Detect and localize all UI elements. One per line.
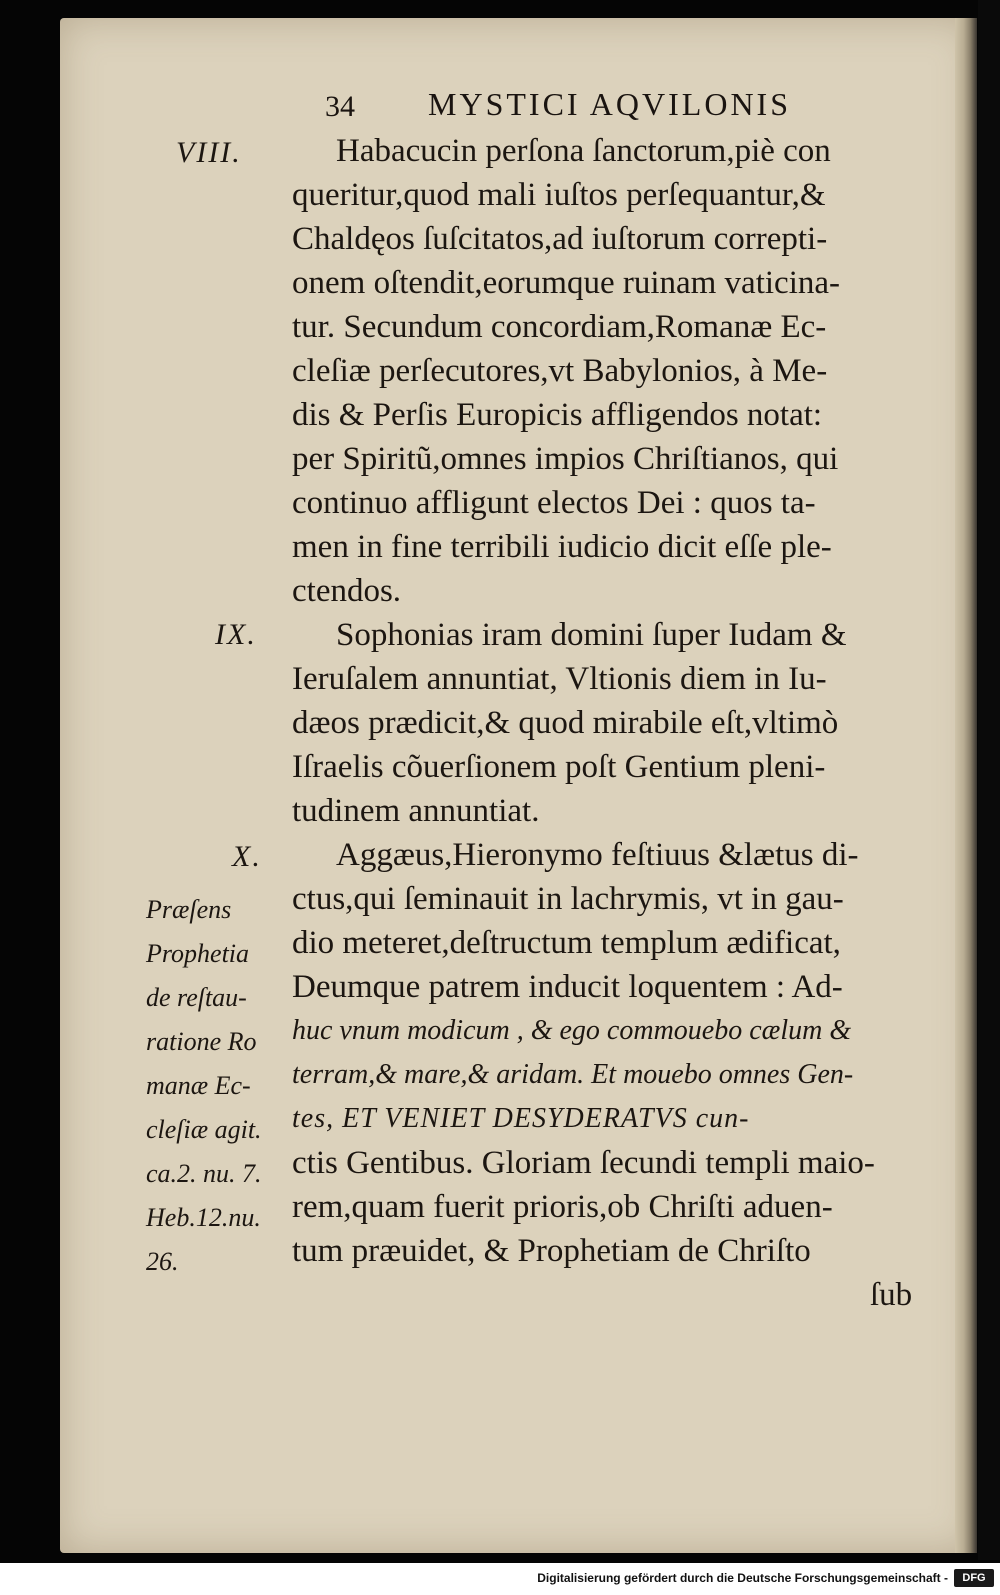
text-line: men in fine terribili iudicio dicit eſſe ple- [292,529,832,565]
marginal-line: manæ Ec- [146,1071,251,1100]
text-line: Sophonias iram domini ſuper Iudam & [336,617,847,653]
text-line: dio meteret,deſtructum templum ædificat, [292,925,841,961]
text-line: ſub [870,1277,913,1313]
marginal-line: 26. [146,1247,179,1276]
text-line: terram,& mare,& aridam. Et mouebo omnes Gen- [292,1059,854,1090]
text-line: continuo affligunt electos Dei : quos ta- [292,485,816,521]
text-line: ctus,qui ſeminauit in lachrymis, vt in gau- [292,881,844,917]
text-line: ctendos. [292,573,402,609]
text-line: onem oſtendit,eorumque ruinam vaticina- [292,265,840,301]
text-line: tum præuidet, & Prophetiam de Chriſto [292,1233,811,1269]
book-spine [955,18,977,1553]
footer-credit: Digitalisierung gefördert durch die Deutsche Forschungsgemeinschaft - [537,1571,948,1585]
text-line: Chaldęos ſuſcitatos,ad iuſtorum correpti- [292,221,828,257]
marginal-line: de reſtau- [146,983,247,1012]
dfg-logo-icon: DFG [954,1569,994,1587]
text-line: tur. Secundum concordiam,Romanæ Ec- [292,309,827,345]
text-line: cleſiæ perſecutores,vt Babylonios, à Me- [292,353,828,389]
text-line: Ieruſalem annuntiat, Vltionis diem in Iu- [292,661,827,697]
text-line: dis & Perſis Europicis affligendos notat: [292,397,823,433]
text-line: Aggæus,Hieronymo feſtiuus &lætus di- [336,837,859,873]
text-line: Habacucin perſona ſanctorum,piè con [336,133,831,169]
text-line: dæos prædicit,& quod mirabile eſt,vltimò [292,705,839,741]
text-line: tes, ET VENIET DESYDERATVS cun- [292,1103,750,1134]
digitization-footer [0,1563,1000,1595]
text-line: Iſraelis cõuerſionem poſt Gentium pleni- [292,749,826,785]
marginal-line: ratione Ro [146,1027,257,1056]
running-title: MYSTICI AQVILONIS [428,86,791,122]
page-number: 34 [325,90,355,123]
page-edge [978,0,1000,1560]
page-header [0,86,1000,130]
marginal-line: Præſens [146,895,232,924]
text-line: ctis Gentibus. Gloriam ſecundi templi maio- [292,1145,875,1181]
section-number-viii: VIII. [176,136,242,169]
marginal-line: cleſiæ agit. [146,1115,262,1144]
text-line: rem,quam fuerit prioris,ob Chriſti aduen- [292,1189,833,1225]
text-line: per Spiritũ,omnes impios Chriſtianos, qui [292,441,839,477]
text-line: queritur,quod mali iuſtos perſequantur,& [292,177,826,213]
marginal-line: Prophetia [146,939,250,968]
text-line: tudinem annuntiat. [292,793,540,829]
marginal-line: ca.2. nu. 7. [146,1159,262,1188]
text-line: huc vnum modicum , & ego commouebo cælum & [292,1015,852,1046]
marginal-line: Heb.12.nu. [146,1203,261,1232]
text-line: Deumque patrem inducit loquentem : Ad- [292,969,843,1005]
section-number-x: X. [232,840,262,873]
section-number-ix: IX. [215,618,257,651]
